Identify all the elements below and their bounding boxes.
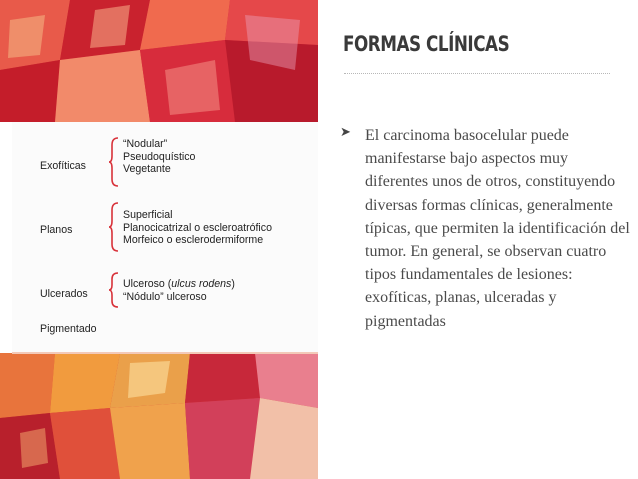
list-item: Morfeico o esclerodermiforme bbox=[123, 234, 264, 247]
list-item: “Nódulo” ulceroso bbox=[123, 290, 207, 303]
item-text: Ulceroso ( bbox=[123, 278, 172, 290]
list-item: “Nodular” bbox=[123, 138, 168, 150]
list-item: Planocicatrizal o escleroatrófico bbox=[123, 221, 272, 234]
curly-brace-icon bbox=[108, 137, 120, 187]
list-item: Superficial bbox=[123, 209, 173, 221]
list-item: Pseudoquístico bbox=[123, 150, 196, 163]
list-item bbox=[123, 278, 235, 291]
list-item: Vegetante bbox=[123, 163, 171, 176]
category-exofiticas-label: Exofíticas bbox=[40, 160, 86, 172]
item-italic-text: ulcus rodens bbox=[171, 278, 232, 290]
planos-items-list bbox=[123, 209, 272, 247]
body-paragraph: El carcinoma basocelular puede manifestarse bajo aspectos muy diferentes unos de otros, constituyendo diversas formas clínicas, generalmente típicas, que permiten la identificación del tumor. En general, se observan cuatro tipos fundamentales de lesiones: exofíticas, planas, ulceradas y pigmentadas bbox=[365, 127, 630, 330]
dotted-divider bbox=[344, 73, 610, 74]
painting-bottom-image bbox=[0, 353, 318, 479]
arrowhead-bullet-icon: ➤ bbox=[340, 125, 351, 140]
item-text: ) bbox=[231, 278, 235, 290]
exofiticas-items-list bbox=[123, 138, 195, 176]
category-pigmentado-label: Pigmentado bbox=[40, 323, 97, 335]
curly-brace-icon bbox=[108, 202, 120, 252]
category-ulcerados-label: Ulcerados bbox=[40, 288, 88, 300]
classification-panel bbox=[12, 122, 318, 354]
ulcerados-items-list bbox=[123, 278, 235, 303]
slide-title: FORMAS CLÍNICAS bbox=[343, 32, 510, 56]
painting-top-image bbox=[0, 0, 318, 122]
curly-brace-icon bbox=[108, 272, 120, 308]
category-planos-label: Planos bbox=[40, 224, 73, 236]
